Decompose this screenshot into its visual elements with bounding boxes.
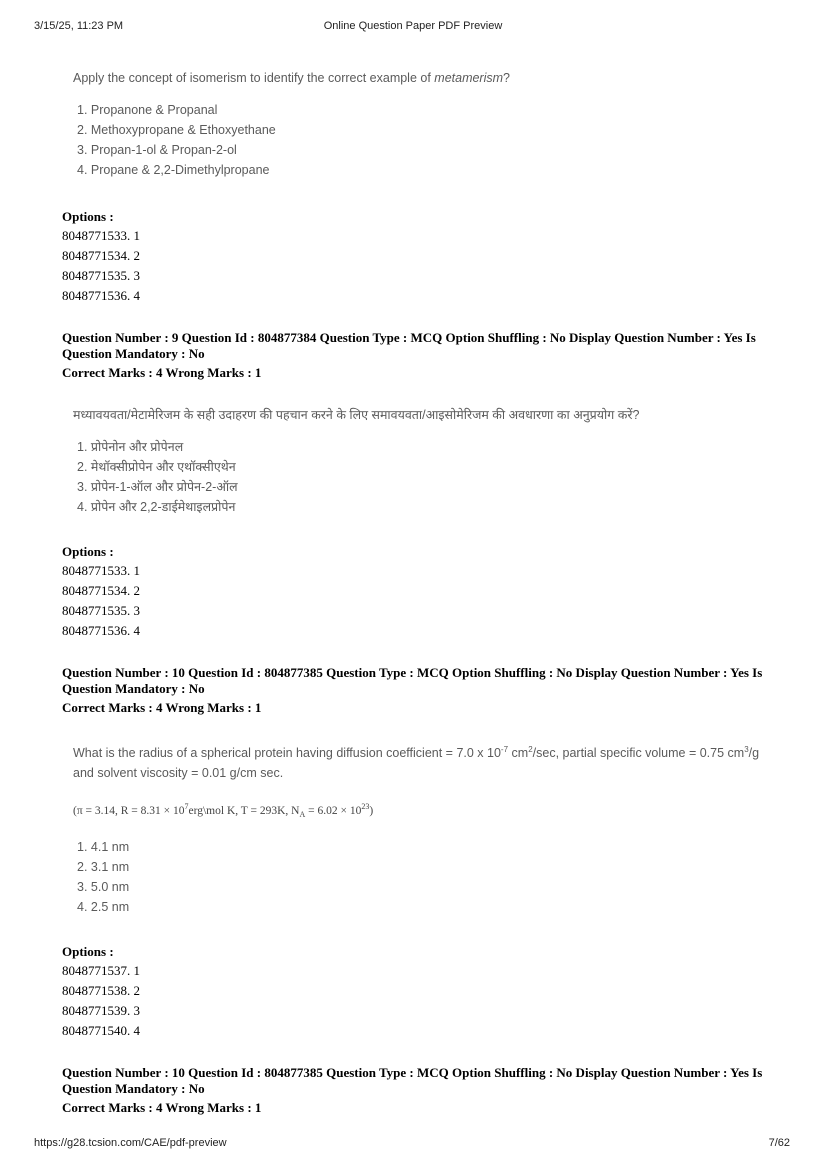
option-line: 8048771536. 4 <box>62 288 140 303</box>
option-line: 8048771534. 2 <box>62 248 140 263</box>
question-marks: Correct Marks : 4 Wrong Marks : 1 <box>62 700 262 715</box>
option-line: 8048771535. 3 <box>62 603 140 618</box>
question-stem: मध्यावयवता/मेटामेरिजम के सही उदाहरण की पहचान करने के लिए समावयवता/आइसोमेरिजम की अवधारणा का अनुप्रयोग करें? <box>73 408 640 422</box>
option-line: 8048771537. 1 <box>62 963 140 979</box>
choice-item: 2. 3.1 nm <box>77 860 130 875</box>
option-line: 8048771533. 1 <box>62 563 140 578</box>
question-paper-content <box>62 68 782 1116</box>
choice-item: 3. 5.0 nm <box>77 880 130 895</box>
page-number: 7/62 <box>768 1137 790 1149</box>
option-line: 8048771533. 1 <box>62 228 140 243</box>
options-label: Options : <box>62 209 114 224</box>
question-image-hindi <box>73 405 782 517</box>
choice-item: 2. मेथॉक्सीप्रोपेन और एथॉक्सीएथेन <box>77 460 236 474</box>
options-label: Options : <box>62 944 114 960</box>
choice-list <box>77 837 782 917</box>
given-constants: (π = 3.14, $R = 8.31 \times 10^7erg\backslash mol$ K, T = 293K, $N_A = 6.02 \times 10^{23}$) <box>73 802 374 820</box>
question-stem: Apply the concept of isomerism to identify the correct example of metamerism? <box>73 71 510 85</box>
choice-list <box>77 100 782 180</box>
choice-item: 1. Propanone & Propanal <box>77 103 218 117</box>
choice-item: 4. Propane & 2,2-Dimethylpropane <box>77 163 270 177</box>
question-meta: Question Number : 10 Question Id : 804877385 Question Type : MCQ Option Shuffling : No Display Question Number : Yes Is Question Mandatory : No <box>62 1065 763 1097</box>
choice-item: 1. 4.1 nm <box>77 840 130 855</box>
print-datetime: 3/15/25, 11:23 PM <box>34 20 124 32</box>
print-header <box>0 20 826 36</box>
choice-item: 1. प्रोपेनोन और प्रोपेनल <box>77 440 184 454</box>
print-title: Online Question Paper PDF Preview <box>323 20 503 32</box>
option-line: 8048771539. 3 <box>62 1003 140 1019</box>
option-line: 8048771534. 2 <box>62 583 140 598</box>
options-label: Options : <box>62 544 114 559</box>
choice-list <box>77 437 782 517</box>
print-footer <box>0 1137 826 1153</box>
option-line: 8048771540. 4 <box>62 1023 140 1039</box>
question-meta: Question Number : 9 Question Id : 804877384 Question Type : MCQ Option Shuffling : No Display Question Number : Yes Is Question Mandatory : No <box>62 330 756 361</box>
choice-item: 4. 2.5 nm <box>77 900 130 915</box>
option-line: 8048771535. 3 <box>62 268 140 283</box>
choice-item: 3. Propan-1-ol & Propan-2-ol <box>77 143 237 157</box>
choice-item: 3. प्रोपेन-1-ऑल और प्रोपेन-2-ऑल <box>77 480 238 494</box>
choice-item: 4. प्रोपेन और 2,2-डाईमेथाइलप्रोपेन <box>77 500 236 514</box>
option-line: 8048771538. 2 <box>62 983 140 999</box>
option-line: 8048771536. 4 <box>62 623 140 638</box>
question-marks: Correct Marks : 4 Wrong Marks : 1 <box>62 1100 262 1116</box>
question-image-english <box>73 68 782 180</box>
question-marks: Correct Marks : 4 Wrong Marks : 1 <box>62 365 262 380</box>
question-stem: What is the radius of a spherical protein having diffusion coefficient = 7.0 x $10^{-7}$ $cm^2/\sec$, partial specific volume = 0.75 $cm^3/g$ and solvent viscosity = 0.01 g/cm sec. <box>73 745 760 781</box>
question-meta: Question Number : 10 Question Id : 804877385 Question Type : MCQ Option Shuffling : No Display Question Number : Yes Is Question Mandatory : No <box>62 665 763 696</box>
question-image-english <box>73 740 782 917</box>
page-url: https://g28.tcsion.com/CAE/pdf-preview <box>34 1137 227 1149</box>
choice-item: 2. Methoxypropane & Ethoxyethane <box>77 123 276 137</box>
